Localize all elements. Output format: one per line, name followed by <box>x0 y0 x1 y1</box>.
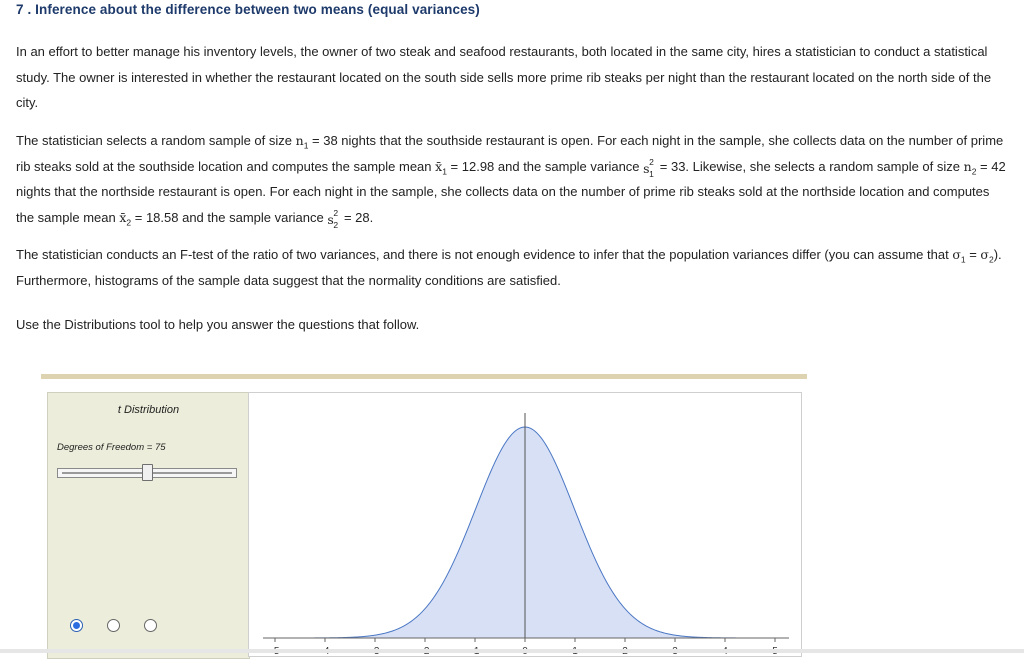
degrees-of-freedom-label: Degrees of Freedom = 75 <box>57 442 166 453</box>
radio-option-1[interactable] <box>70 619 83 632</box>
radio-option-3[interactable] <box>144 619 157 632</box>
distribution-title: t Distribution <box>117 404 180 416</box>
tool-divider <box>41 374 807 379</box>
t-distribution-chart <box>249 393 802 657</box>
slider-thumb[interactable] <box>142 464 153 481</box>
distribution-control-panel <box>47 392 250 659</box>
question-title: 7 . Inference about the difference between two means (equal variances) <box>16 2 480 17</box>
instruction-paragraph: Use the Distributions tool to help you answer the questions that follow. <box>16 317 420 332</box>
sample-paragraph: The statistician selects a random sample of size $n_1 = 38$ nights that the southside restaurant is open. For each night in the sample, she collects data on the number of prime rib steaks sold at the southside location and computes the sample mean $x̄_1 = 12.98$ and the sample variance s 2 1 = 33. Likewise, she selects a random sample of size $n_2 = 42$ nights that the northside restaurant is open. For each night in the sample, she collects data on the number of prime rib steaks sold at the northside location and computes the sample mean $x̄_2 = 18.58$ and the sample variance s 2 2 = 28. <box>16 133 1006 230</box>
radio-option-2[interactable] <box>107 619 120 632</box>
bottom-rule <box>0 649 1024 653</box>
t-distribution-plot[interactable] <box>248 392 802 657</box>
intro-paragraph: In an effort to better manage his inventory levels, the owner of two steak and seafood restaurants, both located in the same city, hires a statistician to conduct a statistical study. The owner is interested in whether the restaurant located on the south side sells more prime rib steaks per night than the restaurant located on the north side of the city. <box>16 44 992 110</box>
variance-paragraph: The statistician conducts an F-test of the ratio of two variances, and there is not enough evidence to infer that the population variances differ (you can assume that $\sigma_1 = \sigma_2$). Furthermore, histograms of the sample data suggest that the normality conditions are satisfied. <box>16 247 1002 288</box>
